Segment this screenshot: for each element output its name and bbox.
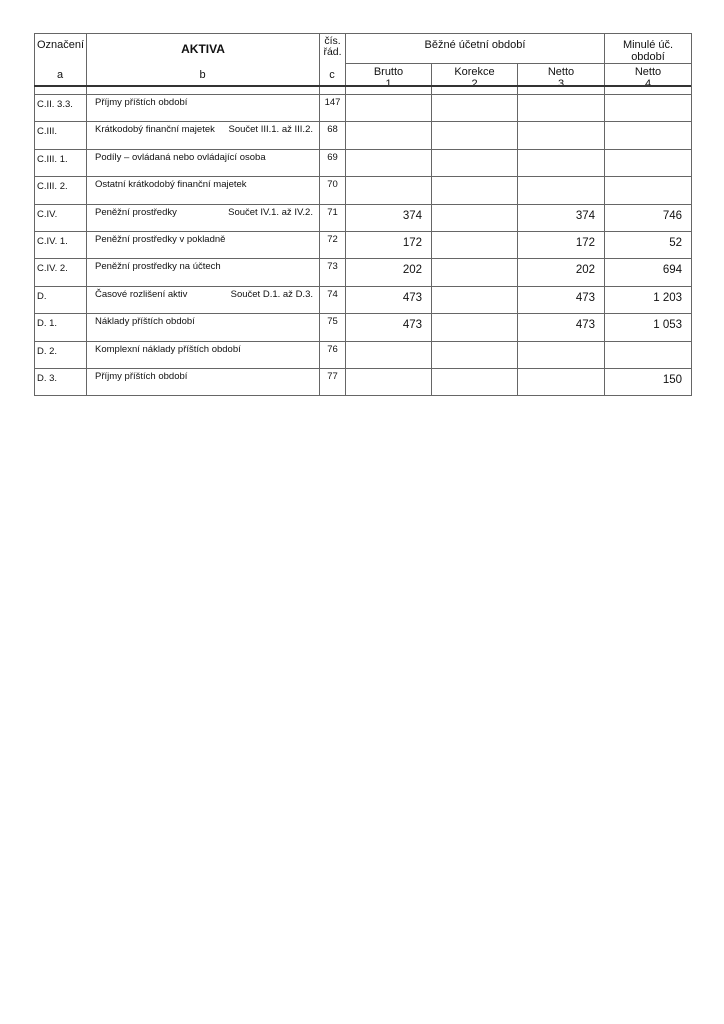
- row-mark: C.IV. 2.: [35, 259, 87, 286]
- row-label-text: Krátkodobý finanční majetek: [95, 124, 215, 136]
- korekce-value: [432, 95, 518, 122]
- row-mark: C.IV.: [35, 204, 87, 231]
- table-row: [35, 122, 692, 149]
- row-number: 68: [320, 122, 346, 149]
- table-row: [35, 314, 692, 341]
- netto-value: 473: [518, 314, 605, 341]
- row-label-text: Náklady příštích období: [95, 316, 195, 328]
- korekce-value: [432, 341, 518, 368]
- netto-prev-value: 1 203: [605, 286, 692, 313]
- netto-prev-value: 150: [605, 368, 692, 395]
- netto-value: [518, 368, 605, 395]
- netto-prev-value: 694: [605, 259, 692, 286]
- row-mark: C.III. 2.: [35, 177, 87, 204]
- table-row: [35, 177, 692, 204]
- row-mark: C.II. 3.3.: [35, 95, 87, 122]
- brutto-value: 172: [346, 231, 432, 258]
- row-label-text: Peněžní prostředky: [95, 206, 177, 218]
- brutto-value: [346, 341, 432, 368]
- row-sum-note: Součet D.1. až D.3.: [230, 288, 313, 300]
- row-mark: D.: [35, 286, 87, 313]
- table-row: [35, 368, 692, 395]
- korekce-value: [432, 177, 518, 204]
- row-number: 71: [320, 204, 346, 231]
- netto-header: [518, 64, 605, 95]
- row-mark: C.III. 1.: [35, 149, 87, 176]
- netto-value: [518, 177, 605, 204]
- row-label: [87, 204, 320, 231]
- row-sum-note: Součet III.1. až III.2.: [228, 124, 313, 136]
- row-number: 76: [320, 341, 346, 368]
- korekce-value: [432, 368, 518, 395]
- brutto-value: [346, 149, 432, 176]
- korekce-value: [432, 122, 518, 149]
- netto-value: [518, 341, 605, 368]
- netto-prev-label: Netto: [634, 66, 662, 78]
- brutto-col-number: 1: [385, 78, 392, 90]
- balance-sheet-table: [34, 33, 692, 396]
- row-label: [87, 122, 320, 149]
- header-divider: [34, 85, 691, 87]
- aktiva-header: AKTIVA: [87, 34, 320, 95]
- row-label: [87, 314, 320, 341]
- current-period-header: Běžné účetní období: [346, 34, 605, 64]
- korekce-value: [432, 149, 518, 176]
- row-mark: C.III.: [35, 122, 87, 149]
- netto-prev-value: [605, 149, 692, 176]
- row-sum-note: Součet IV.1. až IV.2.: [228, 206, 313, 218]
- korekce-label: Korekce: [454, 66, 495, 78]
- row-label-text: Ostatní krátkodobý finanční majetek: [95, 179, 247, 191]
- korekce-header: [432, 64, 518, 95]
- brutto-value: [346, 122, 432, 149]
- cis-label: čís.: [324, 35, 341, 47]
- table-row: [35, 286, 692, 313]
- brutto-value: 202: [346, 259, 432, 286]
- netto-value: [518, 95, 605, 122]
- brutto-value: [346, 177, 432, 204]
- row-number: 74: [320, 286, 346, 313]
- row-label-text: Peněžní prostředky v pokladně: [95, 233, 226, 245]
- netto-prev-value: 52: [605, 231, 692, 258]
- netto-label: Netto: [547, 66, 575, 78]
- row-label: [87, 341, 320, 368]
- row-label-text: Příjmy příštích období: [95, 97, 188, 108]
- rad-label: řád.: [323, 46, 342, 58]
- col-letter-a: a: [56, 69, 64, 81]
- korekce-value: [432, 314, 518, 341]
- netto-value: 172: [518, 231, 605, 258]
- row-label: [87, 149, 320, 176]
- col-letter-b: b: [199, 69, 206, 81]
- table-row: [35, 204, 692, 231]
- netto-value: [518, 149, 605, 176]
- row-number: 147: [320, 95, 346, 122]
- brutto-value: [346, 368, 432, 395]
- row-mark: D. 1.: [35, 314, 87, 341]
- netto-prev-value: 1 053: [605, 314, 692, 341]
- netto-value: 374: [518, 204, 605, 231]
- previous-period-header: Minulé úč. období: [605, 34, 692, 64]
- col-letter-c: c: [329, 69, 335, 81]
- netto-prev-value: [605, 122, 692, 149]
- row-label: [87, 231, 320, 258]
- netto-value: [518, 122, 605, 149]
- row-number: 70: [320, 177, 346, 204]
- brutto-value: 473: [346, 286, 432, 313]
- netto-prev-value: [605, 177, 692, 204]
- brutto-header: [346, 64, 432, 95]
- netto-prev-value: [605, 341, 692, 368]
- table-row: [35, 231, 692, 258]
- oznaceni-label: Označení: [36, 39, 85, 51]
- row-label: [87, 368, 320, 395]
- table-row: [35, 95, 692, 122]
- row-mark: D. 3.: [35, 368, 87, 395]
- netto-prev-col-number: 4: [644, 78, 652, 90]
- row-label: [87, 259, 320, 286]
- row-label: [87, 177, 320, 204]
- row-label: [87, 95, 320, 122]
- row-mark: C.IV. 1.: [35, 231, 87, 258]
- korekce-value: [432, 259, 518, 286]
- table-row: [35, 341, 692, 368]
- netto-value: 473: [518, 286, 605, 313]
- brutto-value: [346, 95, 432, 122]
- table-body: [35, 95, 692, 396]
- row-label-text: Příjmy příštích období: [95, 370, 188, 382]
- row-label: [87, 286, 320, 313]
- netto-prev-header: [605, 64, 692, 95]
- netto-prev-value: [605, 95, 692, 122]
- korekce-value: [432, 231, 518, 258]
- row-number: 69: [320, 149, 346, 176]
- brutto-value: 374: [346, 204, 432, 231]
- row-label-text: Peněžní prostředky na účtech: [95, 261, 221, 273]
- korekce-col-number: 2: [471, 78, 478, 90]
- row-number: 73: [320, 259, 346, 286]
- netto-col-number: 3: [557, 78, 565, 90]
- brutto-value: 473: [346, 314, 432, 341]
- row-label-text: Komplexní náklady příštích období: [95, 343, 241, 355]
- korekce-value: [432, 204, 518, 231]
- table-row: [35, 259, 692, 286]
- korekce-value: [432, 286, 518, 313]
- netto-value: 202: [518, 259, 605, 286]
- row-mark: D. 2.: [35, 341, 87, 368]
- row-number: 77: [320, 368, 346, 395]
- brutto-label: Brutto: [373, 66, 404, 78]
- row-number: 75: [320, 314, 346, 341]
- netto-prev-value: 746: [605, 204, 692, 231]
- row-label-text: Podíly – ovládaná nebo ovládající osoba: [95, 151, 266, 163]
- table-row: [35, 149, 692, 176]
- row-number: 72: [320, 231, 346, 258]
- row-label-text: Časové rozlišení aktiv: [95, 288, 188, 300]
